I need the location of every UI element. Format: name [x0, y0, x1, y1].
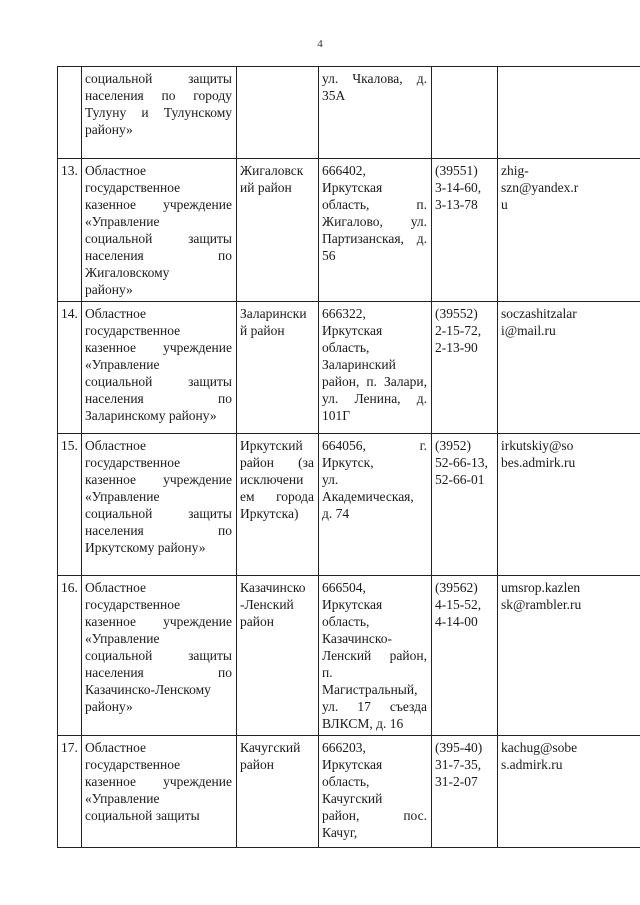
cell-line: 666203,	[322, 740, 366, 755]
cell-line: ул. 17 съезда	[322, 699, 427, 714]
cell-line: 35А	[322, 88, 346, 103]
cell-line: umsrop.kazlen	[501, 580, 581, 595]
institution-name-cell	[82, 576, 237, 736]
cell-line: д. 74	[322, 506, 350, 521]
cell-line: Качугский	[240, 740, 301, 755]
cell-line: район	[240, 757, 274, 772]
phone-cell	[432, 302, 498, 434]
email-cell	[498, 576, 640, 736]
cell-line: -Ленский	[240, 597, 294, 612]
cell-line: 2-15-72,	[435, 323, 482, 338]
cell-line: 101Г	[322, 408, 351, 423]
district-cell	[237, 159, 319, 302]
row-number: 13.	[58, 159, 82, 302]
institution-name-cell	[82, 434, 237, 576]
cell-line: ВЛКСМ, д. 16	[322, 716, 404, 731]
row-number: 14.	[58, 302, 82, 434]
cell-line: п.	[322, 665, 333, 680]
district-cell	[237, 67, 319, 159]
cell-line: казенное учреждение	[85, 340, 232, 355]
cell-line: району»	[85, 122, 133, 137]
cell-line: «Управление	[85, 357, 160, 372]
cell-line: социальной защиты	[85, 648, 232, 663]
cell-line: 31-7-35,	[435, 757, 482, 772]
cell-line: «Управление	[85, 791, 160, 806]
cell-line: soczashitzalar	[501, 306, 577, 321]
cell-line: социальной защиты	[85, 808, 200, 823]
cell-line: населения по	[85, 248, 232, 263]
cell-line: район	[240, 614, 274, 629]
cell-line: (3952)	[435, 438, 471, 453]
cell-line: Заларинский	[322, 357, 396, 372]
cell-line: ул. Чкалова, д.	[322, 71, 427, 86]
email-cell	[498, 67, 640, 159]
cell-line: Областное	[85, 438, 147, 453]
cell-line: Заларинскому району»	[85, 408, 217, 423]
cell-line: область,	[322, 340, 370, 355]
cell-line: Жигаловскому	[85, 265, 170, 280]
institution-name-cell	[82, 159, 237, 302]
address-cell	[319, 576, 432, 736]
cell-line: Областное	[85, 740, 147, 755]
email-cell	[498, 302, 640, 434]
institution-name-cell	[82, 736, 237, 848]
cell-line: (39562)	[435, 580, 478, 595]
phone-cell	[432, 736, 498, 848]
table-row	[58, 159, 640, 302]
cell-line: район, пос.	[322, 808, 427, 823]
district-cell	[237, 302, 319, 434]
cell-line: населения по городу	[85, 88, 232, 103]
cell-line: 3-14-60,	[435, 180, 482, 195]
cell-line: казенное учреждение	[85, 614, 232, 629]
cell-line: Областное	[85, 163, 147, 178]
cell-line: i@mail.ru	[501, 323, 556, 338]
cell-line: населения по	[85, 665, 232, 680]
address-cell	[319, 736, 432, 848]
cell-line: казенное учреждение	[85, 774, 232, 789]
cell-line: район (за	[240, 455, 314, 470]
cell-line: sk@rambler.ru	[501, 597, 582, 612]
cell-line: s.admirk.ru	[501, 757, 563, 772]
cell-line: району»	[85, 699, 133, 714]
cell-line: 666402,	[322, 163, 366, 178]
cell-line: szn@yandex.r	[501, 180, 579, 195]
cell-line: государственное	[85, 323, 181, 338]
cell-line: социальной защиты	[85, 71, 232, 86]
cell-line: 666322,	[322, 306, 366, 321]
cell-line: kachug@sobe	[501, 740, 578, 755]
cell-line: 31-2-07	[435, 774, 478, 789]
cell-line: Тулуну и Тулунскому	[85, 105, 232, 120]
cell-line: государственное	[85, 180, 181, 195]
phone-cell	[432, 434, 498, 576]
cell-line: социальной защиты	[85, 374, 232, 389]
email-cell	[498, 736, 640, 848]
cell-line: Жигаловск	[240, 163, 304, 178]
cell-line: ем города	[240, 489, 314, 504]
address-cell	[319, 302, 432, 434]
cell-line: (395-40)	[435, 740, 483, 755]
cell-line: 664056, г.	[322, 438, 427, 453]
cell-line: Иркутска)	[240, 506, 299, 521]
table-row	[58, 302, 640, 434]
phone-cell	[432, 67, 498, 159]
cell-line: й район	[240, 323, 285, 338]
cell-line: bes.admirk.ru	[501, 455, 576, 470]
cell-line: Иркутск,	[322, 455, 374, 470]
cell-line: 4-14-00	[435, 614, 478, 629]
cell-line: «Управление	[85, 489, 160, 504]
cell-line: Иркутская	[322, 180, 383, 195]
cell-line: район, п. Залари,	[322, 374, 427, 389]
cell-line: ий район	[240, 180, 292, 195]
cell-line: Академическая,	[322, 489, 414, 504]
cell-line: исключени	[240, 472, 304, 487]
cell-line: 3-13-78	[435, 197, 478, 212]
cell-line: социальной защиты	[85, 506, 232, 521]
table-row	[58, 576, 640, 736]
cell-line: Заларински	[240, 306, 307, 321]
cell-line: социальной защиты	[85, 231, 232, 246]
cell-line: Иркутский	[240, 438, 303, 453]
cell-line: ул. Ленина, д.	[322, 391, 427, 406]
cell-line: 56	[322, 248, 336, 263]
row-number	[58, 67, 82, 159]
table-row	[58, 434, 640, 576]
cell-line: населения по	[85, 523, 232, 538]
cell-line: область, п.	[322, 197, 427, 212]
cell-line: 52-66-13,	[435, 455, 488, 470]
cell-line: область,	[322, 614, 370, 629]
row-number: 16.	[58, 576, 82, 736]
cell-line: irkutskiy@so	[501, 438, 574, 453]
cell-line: u	[501, 197, 508, 212]
district-cell	[237, 736, 319, 848]
phone-cell	[432, 576, 498, 736]
address-cell	[319, 434, 432, 576]
cell-line: казенное учреждение	[85, 472, 232, 487]
cell-line: 2-13-90	[435, 340, 478, 355]
cell-line: Ленский район,	[322, 648, 427, 663]
cell-line: Казачинско-Ленскому	[85, 682, 211, 697]
cell-line: району»	[85, 282, 133, 297]
cell-line: населения по	[85, 391, 232, 406]
institution-name-cell	[82, 67, 237, 159]
institutions-table	[57, 66, 640, 848]
cell-line: Иркутская	[322, 597, 383, 612]
cell-line: 666504,	[322, 580, 366, 595]
cell-line: ул.	[322, 472, 339, 487]
cell-line: Магистральный,	[322, 682, 418, 697]
cell-line: Жигалово, ул.	[322, 214, 427, 229]
cell-line: область,	[322, 774, 370, 789]
cell-line: «Управление	[85, 631, 160, 646]
cell-line: 52-66-01	[435, 472, 485, 487]
table-row	[58, 67, 640, 159]
cell-line: государственное	[85, 597, 181, 612]
row-number: 15.	[58, 434, 82, 576]
cell-line: Иркутская	[322, 757, 383, 772]
cell-line: Областное	[85, 580, 147, 595]
row-number: 17.	[58, 736, 82, 848]
cell-line: Партизанская, д.	[322, 231, 427, 246]
cell-line: Иркутская	[322, 323, 383, 338]
cell-line: «Управление	[85, 214, 160, 229]
cell-line: Казачинско-	[322, 631, 392, 646]
district-cell	[237, 434, 319, 576]
email-cell	[498, 159, 640, 302]
cell-line: государственное	[85, 757, 181, 772]
cell-line: казенное учреждение	[85, 197, 232, 212]
email-cell	[498, 434, 640, 576]
cell-line: Качугский	[322, 791, 383, 806]
address-cell	[319, 159, 432, 302]
page-number: 4	[317, 38, 323, 50]
cell-line: Областное	[85, 306, 147, 321]
cell-line: Качуг,	[322, 825, 358, 840]
cell-line: zhig-	[501, 163, 529, 178]
cell-line: 4-15-52,	[435, 597, 482, 612]
district-cell	[237, 576, 319, 736]
cell-line: (39552)	[435, 306, 478, 321]
cell-line: (39551)	[435, 163, 478, 178]
cell-line: Казачинско	[240, 580, 306, 595]
cell-line: Иркутскому району»	[85, 540, 206, 555]
phone-cell	[432, 159, 498, 302]
institution-name-cell	[82, 302, 237, 434]
table-row	[58, 736, 640, 848]
address-cell	[319, 67, 432, 159]
cell-line: государственное	[85, 455, 181, 470]
